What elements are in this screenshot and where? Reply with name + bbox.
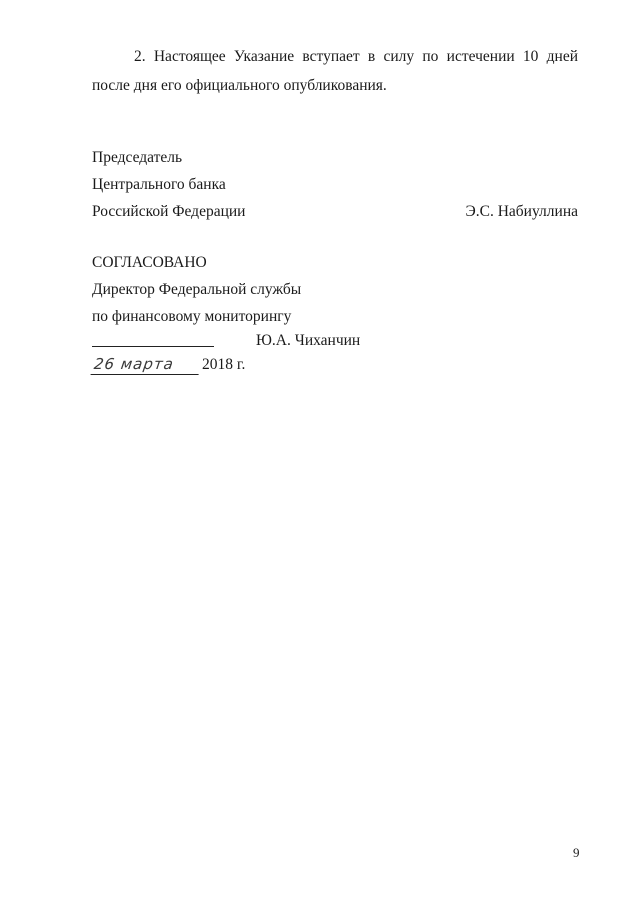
- page-number: 9: [573, 845, 580, 860]
- approval-name: Ю.А. Чиханчин: [256, 332, 361, 349]
- date-year: 2018 г.: [202, 356, 246, 373]
- paragraph-effective-date: 2. Настоящее Указание вступает в силу по истечении 10 дней после дня его официального опубликования.: [92, 48, 578, 94]
- approval-heading: СОГЛАСОВАНО: [92, 254, 207, 271]
- approval-title-line-1: Директор Федеральной службы: [92, 281, 302, 298]
- signature-line: [92, 346, 214, 347]
- signatory-name: Э.С. Набиуллина: [465, 203, 578, 220]
- signatory-title-line-1: Председатель: [92, 149, 183, 166]
- approval-date: [92, 354, 245, 376]
- handwritten-date: 26 марта: [91, 354, 202, 375]
- approval-title-line-2: по финансовому мониторингу: [92, 308, 292, 325]
- signatory-title-line-2: Центрального банка: [92, 176, 226, 193]
- signatory-title-line-3: Российской Федерации: [92, 203, 246, 220]
